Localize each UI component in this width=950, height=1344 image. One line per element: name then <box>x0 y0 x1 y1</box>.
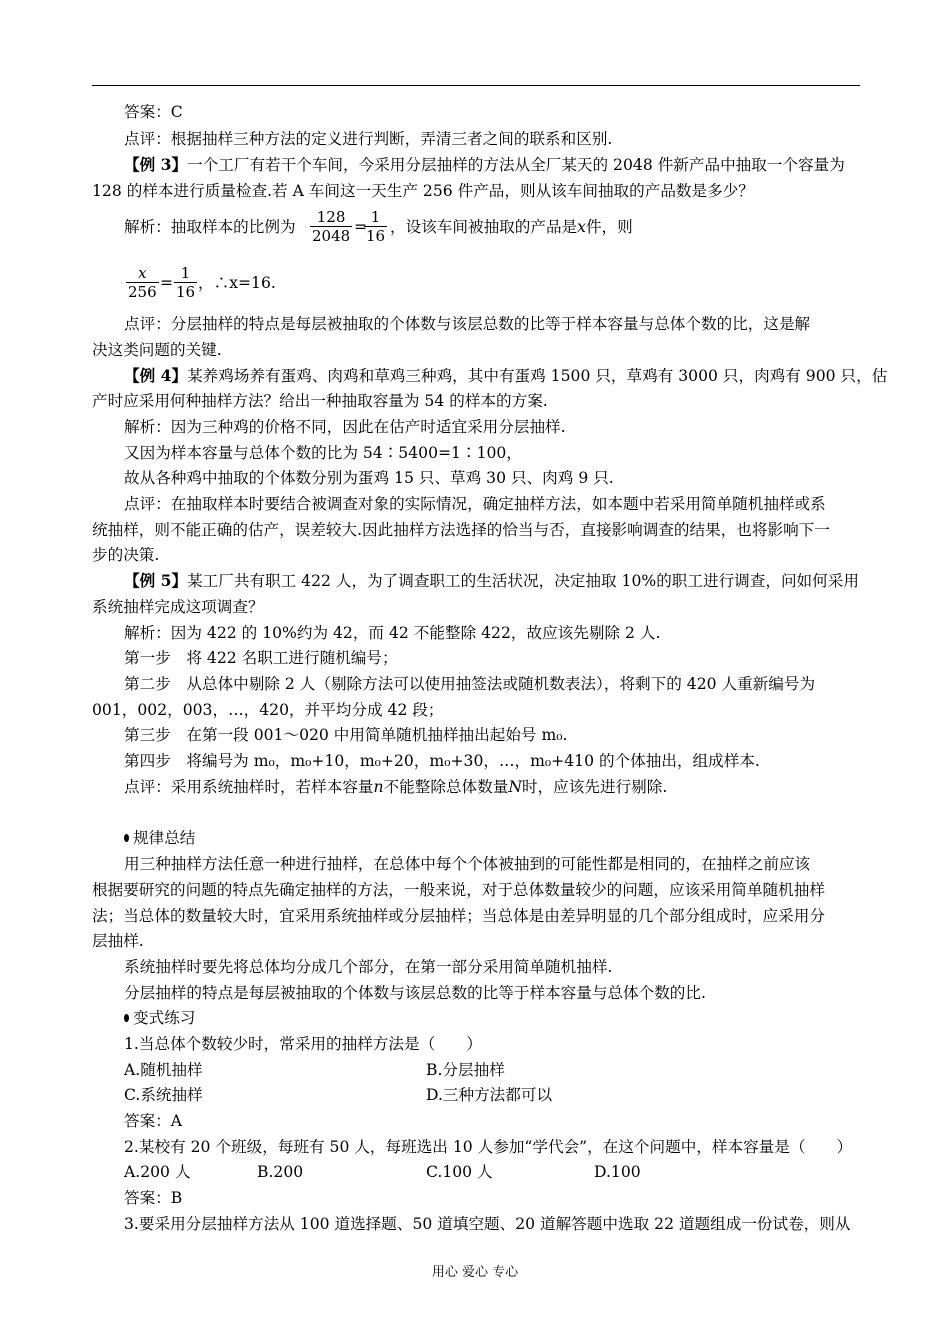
equals-sign: = <box>354 218 368 236</box>
fraction-numerator: 1 <box>180 264 191 282</box>
q1-option-d: D.三种方法都可以 <box>426 1086 553 1104</box>
example5-line1 <box>124 571 859 591</box>
summary-p3: 分层抽样的特点是每层被抽取的个体数与该层总数的比等于样本容量与总体个数的比. <box>124 984 706 1002</box>
q2-answer: 答案：B <box>124 1189 183 1207</box>
bullet-icon <box>124 834 129 842</box>
example4-solution2: 又因为样本容量与总体个数的比为 54∶5400=1∶100， <box>124 444 522 462</box>
question-2: 2.某校有 20 个班级，每班有 50 人，每班选出 10 人参加“学代会”，在这个问题中，样本容量是（ ） <box>124 1138 853 1156</box>
bullet-icon <box>124 1014 129 1022</box>
example5-text: 某工厂共有职工 422 人，为了调查职工的生活状况，决定抽取 10%的职工进行调查，问如何采用 <box>187 572 859 590</box>
q2-option-d: D.100 <box>594 1163 641 1181</box>
example5-solution1: 解析：因为 422 的 10%约为 42，而 42 不能整除 422，故应该先剔除 2 人. <box>124 624 661 642</box>
fraction-denominator: 256 <box>128 283 157 301</box>
fraction-1-16-b <box>174 264 197 301</box>
fraction-x-256 <box>126 264 159 301</box>
example3-tag: 【例 3】 <box>124 155 188 174</box>
step-1: 第一步 将 422 名职工进行随机编号； <box>124 649 398 667</box>
example3-comment-l2: 决这类问题的关键. <box>92 341 222 359</box>
example3-line1 <box>124 155 845 175</box>
example3-text: 一个工厂有若干个车间，今采用分层抽样的方法从全厂某天的 2048 件新产品中抽取一个容量为 <box>187 156 845 174</box>
summary-heading <box>124 828 195 848</box>
q2-option-a: A.200 人 <box>124 1163 191 1181</box>
step-2-l2: 001，002，003，…，420，并平均分成 42 段； <box>92 701 444 719</box>
variable-x: x <box>577 218 586 236</box>
example4-solution1: 解析：因为三种鸡的价格不同，因此在估产时适宜采用分层抽样. <box>124 418 566 436</box>
example5-tag: 【例 5】 <box>124 571 188 590</box>
example4-tag: 【例 4】 <box>124 366 188 385</box>
question-1: 1.当总体个数较少时，常采用的抽样方法是（ ） <box>124 1035 482 1053</box>
example4-comment-l3: 步的决策. <box>92 546 160 564</box>
example3-line2: 128 的样本进行质量检查.若 A 车间这一天生产 256 件产品，则从该车间抽取的产品数是多少？ <box>92 182 754 200</box>
summary-p1-l2: 根据要研究的问题的特点先确定抽样的方法，一般来说，对于总体数量较少的问题，应该采用简单随机抽样 <box>92 881 825 899</box>
variable-N: N <box>508 778 522 796</box>
summary-p1-l1: 用三种抽样方法任意一种进行抽样，在总体中每个个体被抽到的可能性都是相同的，在抽样之前应该 <box>124 855 811 873</box>
text: 时，应该先进行剔除. <box>521 778 668 796</box>
example4-comment-l2: 统抽样，则不能正确的估产，误差较大.因此抽样方法选择的恰当与否，直接影响调查的结果，也将影响下一 <box>92 521 830 539</box>
summary-p1-l3: 法；当总体的数量较大时，宜采用系统抽样或分层抽样；当总体是由差异明显的几个部分组成时，应采用分 <box>92 907 825 925</box>
example4-solution3: 故从各种鸡中抽取的个体数分别为蛋鸡 15 只、草鸡 30 只、肉鸡 9 只. <box>124 469 614 487</box>
fraction-denominator: 16 <box>176 283 196 301</box>
fraction-numerator: 128 <box>316 208 346 226</box>
answer-line: 答案：C <box>124 103 183 121</box>
example3-result: ，∴x=16. <box>198 274 276 292</box>
q1-option-b: B.分层抽样 <box>426 1061 505 1079</box>
example4-text: 某养鸡场养有蛋鸡、肉鸡和草鸡三种鸡，其中有蛋鸡 1500 只，草鸡有 3000 只，肉鸡有 900 只，估 <box>187 367 888 385</box>
example5-comment <box>124 777 667 797</box>
fraction-128-2048 <box>310 208 352 245</box>
step-2-l1: 第二步 从总体中剔除 2 人（剔除方法可以使用抽签法或随机数表法），将剩下的 420 人重新编号为 <box>124 675 816 693</box>
heading-text: 规律总结 <box>133 829 196 847</box>
question-3: 3.要采用分层抽样方法从 100 道选择题、50 道填空题、20 道解答题中选取 22 道题组成一份试卷，则从 <box>124 1215 851 1233</box>
summary-p1-l4: 层抽样. <box>92 932 144 950</box>
text: 件，则 <box>585 218 633 236</box>
header-rule <box>92 85 860 86</box>
text: 点评：采用系统抽样时，若样本容量 <box>124 778 374 796</box>
q1-answer: 答案：A <box>124 1112 183 1130</box>
example3-solution-mid <box>390 217 633 237</box>
example5-line2: 系统抽样完成这项调查？ <box>92 598 264 616</box>
example3-solution-start: 解析：抽取样本的比例为 <box>124 218 296 236</box>
summary-p2: 系统抽样时要先将总体均分成几个部分，在第一部分采用简单随机抽样. <box>124 958 613 976</box>
fraction-numerator: 1 <box>370 208 381 226</box>
variable-n: n <box>373 778 384 796</box>
q1-option-c: C.系统抽样 <box>124 1086 203 1104</box>
example3-comment-l1: 点评：分层抽样的特点是每层被抽取的个体数与该层总数的比等于样本容量与总体个数的比，这是解 <box>124 315 811 333</box>
fraction-1-16 <box>364 208 387 245</box>
example4-line2: 产时应采用何种抽样方法？给出一种抽取容量为 54 的样本的方案. <box>92 392 548 410</box>
step-4: 第四步 将编号为 m₀，m₀+10，m₀+20，m₀+30，…，m₀+410 的个体抽出，组成样本. <box>124 752 760 770</box>
fraction-denominator: 16 <box>366 227 386 245</box>
text: 不能整除总体数量 <box>383 778 509 796</box>
comment-line: 点评：根据抽样三种方法的定义进行判断，弄清三者之间的联系和区别. <box>124 130 613 148</box>
example4-comment-l1: 点评：在抽取样本时要结合被调查对象的实际情况，确定抽样方法，如本题中若采用简单随机抽样或系 <box>124 495 826 513</box>
page-footer: 用心 爱心 专心 <box>431 1265 519 1280</box>
practice-heading <box>124 1008 195 1028</box>
text: ，设该车间被抽取的产品是 <box>390 218 578 236</box>
heading-text: 变式练习 <box>133 1009 196 1027</box>
example4-line1 <box>124 366 887 386</box>
q2-option-b: B.200 <box>257 1163 304 1181</box>
fraction-numerator: x <box>138 264 147 282</box>
fraction-denominator: 2048 <box>312 227 351 245</box>
step-3: 第三步 在第一段 001～020 中用简单随机抽样抽出起始号 m₀. <box>124 726 568 744</box>
q2-option-c: C.100 人 <box>426 1163 493 1181</box>
equals-sign: = <box>160 274 174 292</box>
q1-option-a: A.随机抽样 <box>124 1061 203 1079</box>
